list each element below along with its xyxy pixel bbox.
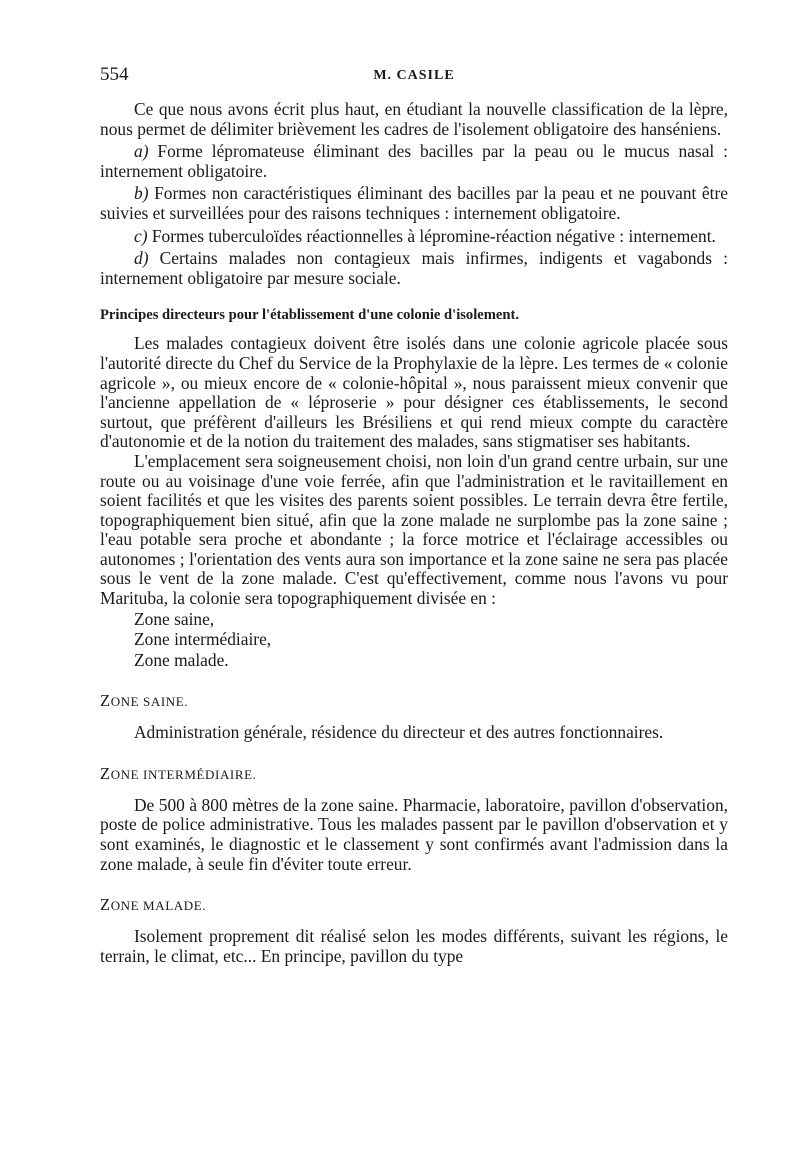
heading-initial: Z	[100, 895, 111, 915]
criteria-item-d	[100, 249, 728, 288]
intro-paragraph: Ce que nous avons écrit plus haut, en étudiant la nouvelle classification de la lèpre, nous permet de délimiter brièvement les cadres de l'isolement obligatoire des hanséniens.	[100, 99, 728, 139]
zone-intermediaire-text: De 500 à 800 mètres de la zone saine. Pharmacie, laboratoire, pavillon d'observation, poste de police administrative. Tous les malades passent par le pavillon d'observation et y sont examinés, le diagnostic et le classement y sont confirmés avant l'admission dans la zone malade, à seule fin d'éviter toute erreur.	[100, 794, 728, 874]
criteria-item-a	[100, 142, 728, 181]
item-letter: b)	[134, 183, 149, 204]
running-title: M. CASILE	[373, 68, 455, 83]
item-text: Formes non caractéristiques éliminant des bacilles par la peau et ne pouvant être suivies et surveillées pour des raisons techniques : internement obligatoire.	[100, 183, 728, 223]
item-letter: c)	[134, 225, 148, 246]
zone-malade-heading	[100, 896, 728, 915]
section-heading: Principes directeurs pour l'établissement d'une colonie d'isolement.	[100, 307, 520, 324]
heading-rest: ONE INTERMÉDIAIRE.	[110, 766, 257, 782]
zones-list-item: Zone malade.	[134, 649, 229, 670]
heading-rest: ONE SAINE.	[110, 694, 189, 710]
heading-initial: Z	[100, 763, 111, 783]
item-text: Formes tuberculoïdes réactionnelles à lépromine-réaction négative : internement.	[151, 225, 716, 246]
body-text	[100, 100, 728, 966]
page-header	[100, 64, 728, 88]
item-text: Forme lépromateuse éliminant des bacilles par la peau ou le mucus nasal : internement obligatoire.	[100, 141, 728, 181]
heading-initial: Z	[100, 691, 111, 711]
page-number: 554	[100, 64, 129, 85]
zones-list-item: Zone saine,	[134, 608, 215, 629]
item-text: Certains malades non contagieux mais infirmes, indigents et vagabonds : internement obligatoire par mesure sociale.	[100, 248, 728, 288]
zones-list	[100, 609, 728, 671]
criteria-item-b	[100, 184, 728, 223]
item-letter: d)	[134, 248, 149, 269]
heading-rest: ONE MALADE.	[110, 898, 207, 914]
zone-malade-text: Isolement proprement dit réalisé selon les modes différents, suivant les régions, le terrain, le climat, etc... En principe, pavillon du type	[100, 926, 728, 966]
zones-list-item: Zone intermédiaire,	[134, 629, 272, 650]
zone-saine-text: Administration générale, résidence du directeur et des autres fonctionnaires.	[134, 722, 664, 743]
item-letter: a)	[134, 141, 149, 162]
criteria-item-c	[100, 227, 728, 247]
section-paragraph-1: Les malades contagieux doivent être isolés dans une colonie agricole placée sous l'autorité directe du Chef du Service de la Prophylaxie de la lèpre. Les termes de « colonie agricole », ou mieux encore de « colonie-hôpital », nous paraissent mieux convenir que l'ancienne appellation de « léproserie » pour désigner ces établissements, le second surtout, que préfèrent d'ailleurs les Brésiliens et qui rend mieux compte du caractère d'autonomie et de la notion du traitement des malades, sans stigmatiser ses habitants.	[100, 333, 728, 452]
section-paragraph-2: L'emplacement sera soigneusement choisi, non loin d'un grand centre urbain, sur une route ou au voisinage d'une voie ferrée, afin que l'administration et le ravitaillement en soient facilités et que les visites des parents soient possibles. Le terrain devra être fertile, topographiquement bien situé, afin que la zone malade ne surplombe pas la zone saine ; l'eau potable sera proche et abondante ; la force motrice et l'éclairage accessibles ou autonomes ; l'orientation des vents aura son importance et la zone saine ne sera pas placée sous le vent de la zone malade. C'est qu'effectivement, comme nous l'avons vu pour Marituba, la colonie sera topographiquement divisée en :	[100, 450, 728, 609]
zone-saine-heading	[100, 692, 728, 711]
zone-intermediaire-heading	[100, 765, 728, 784]
